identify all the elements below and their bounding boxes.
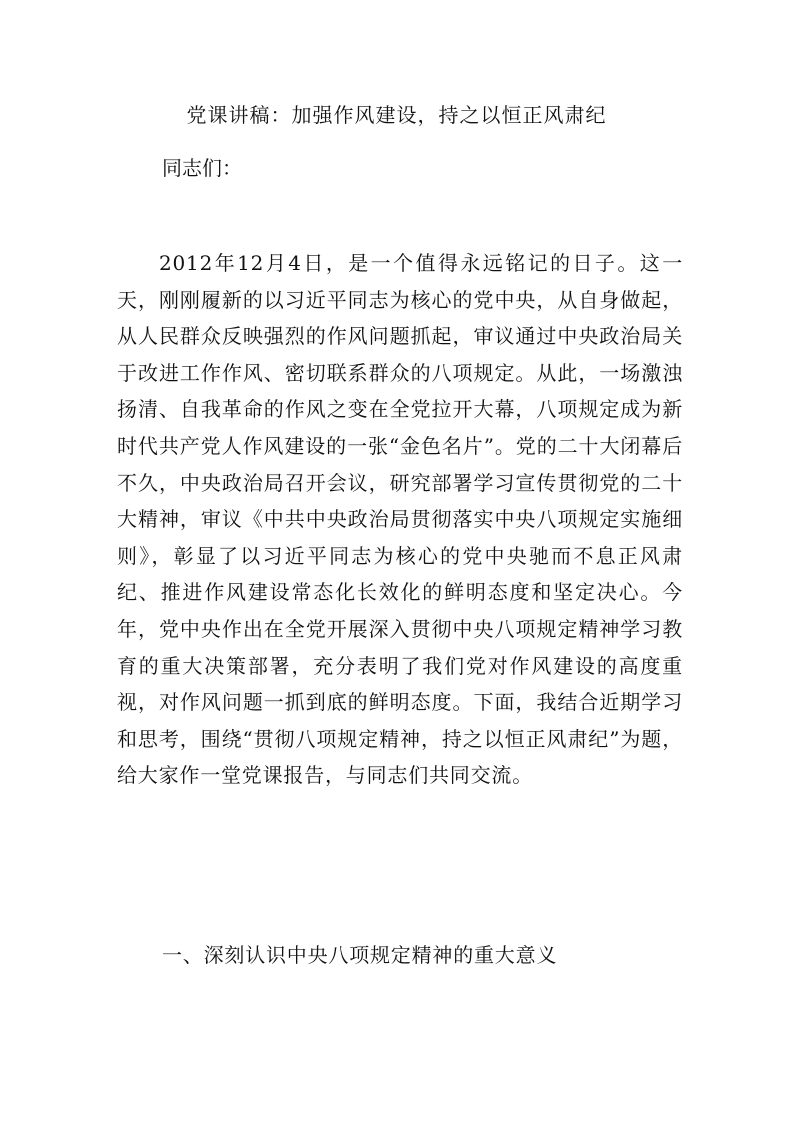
- document-title: 党课讲稿：加强作风建设，持之以恒正风肃纪: [186, 103, 607, 127]
- salutation: 同志们：: [162, 156, 242, 180]
- section-heading: 一、深刻认识中央八项规定精神的重大意义: [162, 943, 558, 967]
- body-paragraph: 2012年12月4日，是一个值得永远铭记的日子。这一天，刚刚履新的以习近平同志为核心的党中央，从自身做起，从人民群众反映强烈的作风问题抓起，审议通过中央政治局关于改进工作作风、密切联系群众的八项规定。从此，一场激浊扬清、自我革命的作风之变在全党拉开大幕，八项规定成为新时代共产党人作风建设的一张“金色名片”。党的二十大闭幕后不久，中央政治局召开会议，研究部署学习宣传贯彻党的二十大精神，审议《中共中央政治局贯彻落实中央八项规定实施细则》，彰显了以习近平同志为核心的党中央驰而不息正风肃纪、推进作风建设常态化长效化的鲜明态度和坚定决心。今年，党中央作出在全党开展深入贯彻中央八项规定精神学习教育的重大决策部署，充分表明了我们党对作风建设的高度重视，对作风问题一抓到底的鲜明态度。下面，我结合近期学习和思考，围绕“贯彻八项规定精神，持之以恒正风肃纪”为题，给大家作一堂党课报告，与同志们共同交流。: [117, 251, 683, 788]
